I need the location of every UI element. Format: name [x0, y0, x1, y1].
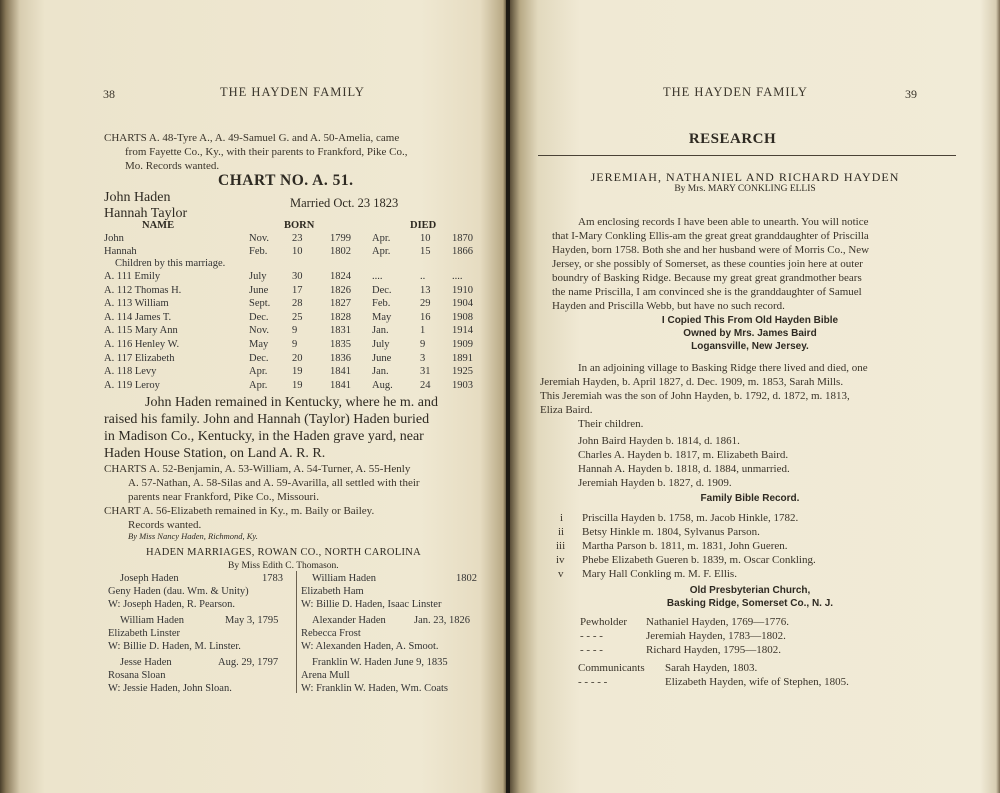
- child-row-9-dd: 24: [420, 379, 431, 391]
- marriage-left-1-witness: W: Joseph Haden, R. Pearson.: [108, 599, 236, 610]
- article-byline: By Mrs. MARY CONKLING ELLIS: [674, 184, 816, 194]
- charts52-line-2: A. 57-Nathan, A. 58-Silas and A. 59-Avarilla, all settled with their: [128, 477, 420, 489]
- marriage-left-3-bride: Rosana Sloan: [108, 670, 166, 681]
- child-row-8-name: A. 118 Levy: [104, 366, 157, 378]
- chart56-line-2: Records wanted.: [128, 519, 202, 531]
- family-bible-num-2: ii: [558, 526, 565, 538]
- child-row-3-dy: 1904: [452, 298, 473, 310]
- child-row-4-bd: 25: [292, 311, 303, 323]
- child-row-5-dm: Jan.: [372, 325, 389, 337]
- family-bible-entry-4: Phebe Elizabeth Gueren b. 1839, m. Oscar Conkling.: [582, 554, 816, 566]
- parent-row-1-name: John: [104, 233, 124, 244]
- marriage-right-2-bride: Rebecca Frost: [301, 628, 361, 639]
- parent-row-2-dm: Apr.: [372, 245, 391, 257]
- child-4: Jeremiah Hayden b. 1827, d. 1909.: [578, 477, 732, 489]
- marriage-left-3-witness: W: Jessie Haden, John Sloan.: [108, 683, 232, 694]
- family-bible-num-1: i: [560, 512, 564, 524]
- family-bible-heading: Family Bible Record.: [700, 493, 800, 504]
- parent-row-2-bm: Feb.: [249, 245, 268, 257]
- pewholder-label-2: - - - -: [580, 630, 603, 642]
- parent-row-2-dy: 1866: [452, 245, 473, 257]
- communicant-entry-1: Sarah Hayden, 1803.: [665, 662, 758, 674]
- child-row-1-bm: July: [249, 271, 267, 282]
- child-row-3-by: 1827: [330, 298, 351, 310]
- marriage-right-3-bride: Arena Mull: [301, 670, 350, 681]
- pewholder-label-1: Pewholder: [580, 616, 628, 628]
- family-bible-num-4: iv: [556, 554, 565, 566]
- running-head-right: THE HAYDEN FAMILY: [663, 85, 808, 99]
- child-row-5-bm: Nov.: [249, 325, 270, 337]
- child-row-9-name: A. 119 Leroy: [104, 379, 160, 391]
- child-row-6-name: A. 116 Henley W.: [104, 339, 180, 350]
- parent-row-1-by: 1799: [330, 233, 351, 244]
- child-row-7-name: A. 117 Elizabeth: [104, 352, 175, 364]
- parent-row-2-dd: 15: [420, 245, 431, 257]
- communicant-label-1: Communicants: [578, 662, 645, 674]
- child-row-9-bm: Apr.: [249, 379, 268, 391]
- child-1: John Baird Hayden b. 1814, d. 1861.: [578, 435, 740, 447]
- marriages-divider: [296, 571, 297, 693]
- child-row-5-bd: 9: [292, 325, 298, 337]
- family-bible-num-5: v: [558, 568, 564, 580]
- marriage-left-2-witness: W: Billie D. Haden, M. Linster.: [108, 641, 241, 652]
- pewholder-entry-2: Jeremiah Hayden, 1783—1802.: [646, 630, 786, 642]
- para2-line-4: Eliza Baird.: [540, 404, 593, 416]
- child-row-8-by: 1841: [330, 366, 351, 378]
- page-number-right: 39: [905, 87, 917, 101]
- marriage-left-2-date: May 3, 1795: [225, 615, 279, 626]
- child-row-9-dy: 1903: [452, 379, 473, 391]
- child-row-3-dm: Feb.: [372, 298, 391, 310]
- married-date: Married Oct. 23 1823: [290, 196, 399, 210]
- marriage-left-3-groom: Jesse Haden: [120, 657, 172, 668]
- bible-heading-1: I Copied This From Old Hayden Bible: [661, 315, 839, 326]
- para2-line-3: This Jeremiah was the son of John Hayden, b. 1792, d. 1872, m. 1813,: [540, 390, 850, 402]
- pewholder-entry-1: Nathaniel Hayden, 1769—1776.: [646, 616, 789, 628]
- narrative-line-3: in Madison Co., Kentucky, in the Haden grave yard, near: [104, 429, 424, 444]
- marriage-left-1-groom: Joseph Haden: [120, 573, 179, 584]
- para1-line-3: Hayden, born 1758. Both she and her husband were of Morris Co., New: [552, 244, 870, 256]
- chart-title: CHART NO. A. 51.: [218, 172, 354, 189]
- child-row-8-bm: Apr.: [249, 366, 268, 378]
- child-row-7-dy: 1891: [452, 352, 473, 364]
- church-heading-1: Old Presbyterian Church,: [689, 585, 811, 596]
- child-row-5-dd: 1: [420, 325, 426, 337]
- para2-line-2: Jeremiah Hayden, b. April 1827, d. Dec. 1909, m. 1853, Sarah Mills.: [540, 376, 844, 388]
- child-row-1-name: A. 111 Emily: [104, 271, 161, 282]
- narrative-line-2: raised his family. John and Hannah (Taylor) Haden buried: [104, 412, 430, 427]
- child-row-2-dd: 13: [420, 284, 431, 296]
- intro-line-3: Mo. Records wanted.: [125, 160, 220, 172]
- chart56-line-1: CHART A. 56-Elizabeth remained in Ky., m. Baily or Bailey.: [104, 505, 375, 517]
- child-row-7-dm: June: [372, 352, 392, 364]
- marriage-right-1-bride: Elizabeth Ham: [301, 586, 364, 597]
- marriage-left-2-bride: Elizabeth Linster: [108, 628, 181, 639]
- child-row-9-by: 1841: [330, 379, 351, 391]
- family-bible-entry-2: Betsy Hinkle m. 1804, Sylvanus Parson.: [582, 526, 760, 538]
- children-label: Children by this marriage.: [115, 258, 226, 269]
- child-row-6-bd: 9: [292, 339, 298, 350]
- child-row-6-dd: 9: [420, 339, 426, 350]
- narrative-line-4: Haden House Station, on Land A. R. R.: [104, 446, 326, 461]
- child-row-4-dy: 1908: [452, 311, 473, 323]
- narrative-line-1: John Haden remained in Kentucky, where he m. and: [145, 395, 438, 410]
- child-row-8-dd: 31: [420, 366, 431, 378]
- family-bible-entry-1: Priscilla Hayden b. 1758, m. Jacob Hinkle, 1782.: [582, 512, 799, 524]
- child-row-6-by: 1835: [330, 339, 351, 350]
- child-row-2-bd: 17: [292, 284, 303, 296]
- parent-wife: Hannah Taylor: [104, 206, 188, 221]
- child-row-2-dy: 1910: [452, 284, 473, 296]
- child-row-6-dm: July: [372, 339, 390, 350]
- marriage-right-1-witness: W: Billie D. Haden, Isaac Linster: [301, 599, 442, 610]
- marriage-right-2-groom: Alexander Haden: [312, 615, 386, 626]
- child-row-8-bd: 19: [292, 366, 303, 378]
- credit-nancy-haden: By Miss Nancy Haden, Richmond, Ky.: [128, 531, 258, 541]
- para2-line-1: In an adjoining village to Basking Ridge there lived and died, one: [578, 362, 868, 374]
- child-row-5-dy: 1914: [452, 325, 473, 337]
- intro-line-2: from Fayette Co., Ky., with their parents to Frankford, Pike Co.,: [125, 146, 408, 158]
- child-row-4-by: 1828: [330, 311, 351, 323]
- para1-line-1: Am enclosing records I have been able to unearth. You will notice: [578, 216, 869, 228]
- marriage-left-3-date: Aug. 29, 1797: [218, 657, 279, 668]
- child-row-5-name: A. 115 Mary Ann: [104, 325, 178, 337]
- child-row-8-dy: 1925: [452, 366, 473, 378]
- child-row-2-by: 1826: [330, 284, 351, 296]
- child-row-5-by: 1831: [330, 325, 351, 337]
- section-rule: [538, 155, 956, 156]
- marriage-right-3-groom: Franklin W. Haden June 9, 1835: [312, 657, 448, 668]
- marriage-right-1-date: 1802: [456, 573, 477, 584]
- marriage-right-3-witness: W: Franklin W. Haden, Wm. Coats: [301, 683, 448, 694]
- pewholder-label-3: - - - -: [580, 644, 603, 656]
- parent-row-1-dd: 10: [420, 233, 431, 244]
- children-label-right: Their children.: [578, 418, 644, 430]
- child-row-4-dm: May: [372, 311, 392, 323]
- parent-row-1-dm: Apr.: [372, 233, 391, 244]
- marriage-left-1-bride: Geny Haden (dau. Wm. & Unity): [108, 586, 249, 597]
- page-number-left: 38: [103, 87, 115, 101]
- bible-heading-2: Owned by Mrs. James Baird: [683, 328, 817, 339]
- header-born: BORN: [284, 220, 315, 231]
- header-name: NAME: [142, 220, 175, 231]
- child-row-1-dm: ....: [372, 271, 383, 282]
- child-3: Hannah A. Hayden b. 1818, d. 1884, unmarried.: [578, 463, 790, 475]
- marriages-title: HADEN MARRIAGES, ROWAN CO., NORTH CAROLINA: [146, 547, 422, 558]
- child-row-4-dd: 16: [420, 311, 431, 323]
- marriage-left-2-groom: William Haden: [120, 615, 185, 626]
- pewholder-entry-3: Richard Hayden, 1795—1802.: [646, 644, 782, 656]
- para1-line-4: Jersey, or she possibly of Somerset, as these counties join here at outer: [552, 258, 863, 270]
- communicant-entry-2: Elizabeth Hayden, wife of Stephen, 1805.: [665, 676, 849, 688]
- child-row-3-bd: 28: [292, 298, 303, 310]
- child-row-7-bd: 20: [292, 352, 303, 364]
- para1-line-2: that I-Mary Conkling Ellis-am the great great granddaughter of Priscilla: [552, 230, 869, 242]
- bible-heading-3: Logansville, New Jersey.: [691, 341, 809, 352]
- child-row-7-bm: Dec.: [249, 352, 269, 364]
- marriage-right-2-date: Jan. 23, 1826: [414, 615, 470, 626]
- running-head-left: THE HAYDEN FAMILY: [220, 85, 365, 99]
- section-title-research: RESEARCH: [688, 131, 777, 147]
- para1-line-7: Hayden and Priscilla Webb, but have no such record.: [552, 300, 785, 312]
- child-row-1-by: 1824: [330, 271, 351, 282]
- child-row-2-dm: Dec.: [372, 284, 392, 296]
- family-bible-entry-5: Mary Hall Conkling m. M. F. Ellis.: [582, 568, 737, 580]
- child-row-9-bd: 19: [292, 379, 303, 391]
- charts52-line-3: parents near Frankford, Pike Co., Missouri.: [128, 491, 319, 503]
- communicant-label-2: - - - - -: [578, 676, 608, 688]
- charts52-line-1: CHARTS A. 52-Benjamin, A. 53-William, A. 54-Turner, A. 55-Henly: [104, 463, 411, 475]
- intro-line-1: CHARTS A. 48-Tyre A., A. 49-Samuel G. and A. 50-Amelia, came: [104, 132, 400, 144]
- marriage-right-2-witness: W: Alexanden Haden, A. Smoot.: [301, 641, 439, 652]
- church-heading-2: Basking Ridge, Somerset Co., N. J.: [666, 598, 834, 609]
- article-title: JEREMIAH, NATHANIEL AND RICHARD HAYDEN: [590, 170, 900, 184]
- marriage-right-1-groom: William Haden: [312, 573, 377, 584]
- child-row-9-dm: Aug.: [372, 379, 393, 391]
- child-row-1-dy: ....: [452, 271, 463, 282]
- child-row-3-name: A. 113 William: [104, 298, 169, 310]
- child-row-7-dd: 3: [420, 352, 426, 364]
- parent-row-2-name: Hannah: [104, 245, 137, 257]
- child-row-7-by: 1836: [330, 352, 351, 364]
- parent-husband: John Haden: [104, 190, 171, 205]
- marriages-credit: By Miss Edith C. Thomason.: [228, 561, 339, 571]
- child-row-2-bm: June: [249, 284, 269, 296]
- parent-row-1-dy: 1870: [452, 233, 473, 244]
- parent-row-2-bd: 10: [292, 245, 303, 257]
- parent-row-1-bm: Nov.: [249, 233, 270, 244]
- child-row-3-dd: 29: [420, 298, 431, 310]
- child-row-3-bm: Sept.: [249, 298, 271, 310]
- child-row-2-name: A. 112 Thomas H.: [104, 284, 182, 296]
- header-died: DIED: [410, 220, 437, 231]
- para1-line-6: the name Priscilla, I am convinced she is the granddaughter of Samuel: [552, 286, 862, 298]
- marriage-left-1-date: 1783: [262, 573, 283, 584]
- child-row-4-bm: Dec.: [249, 311, 269, 323]
- child-2: Charles A. Hayden b. 1817, m. Elizabeth Baird.: [578, 449, 789, 461]
- parent-row-2-by: 1802: [330, 245, 351, 257]
- child-row-6-dy: 1909: [452, 339, 473, 350]
- family-bible-num-3: iii: [556, 540, 566, 552]
- child-row-8-dm: Jan.: [372, 366, 389, 378]
- child-row-1-bd: 30: [292, 271, 303, 282]
- child-row-4-name: A. 114 James T.: [104, 311, 172, 323]
- child-row-6-bm: May: [249, 339, 269, 350]
- parent-row-1-bd: 23: [292, 233, 303, 244]
- right-page: [510, 0, 1000, 793]
- child-row-1-dd: ..: [420, 271, 426, 282]
- family-bible-entry-3: Martha Parson b. 1811, m. 1831, John Gueren.: [582, 540, 788, 552]
- para1-line-5: boundry of Basking Ridge. Because my great great grandmother bears: [552, 272, 862, 284]
